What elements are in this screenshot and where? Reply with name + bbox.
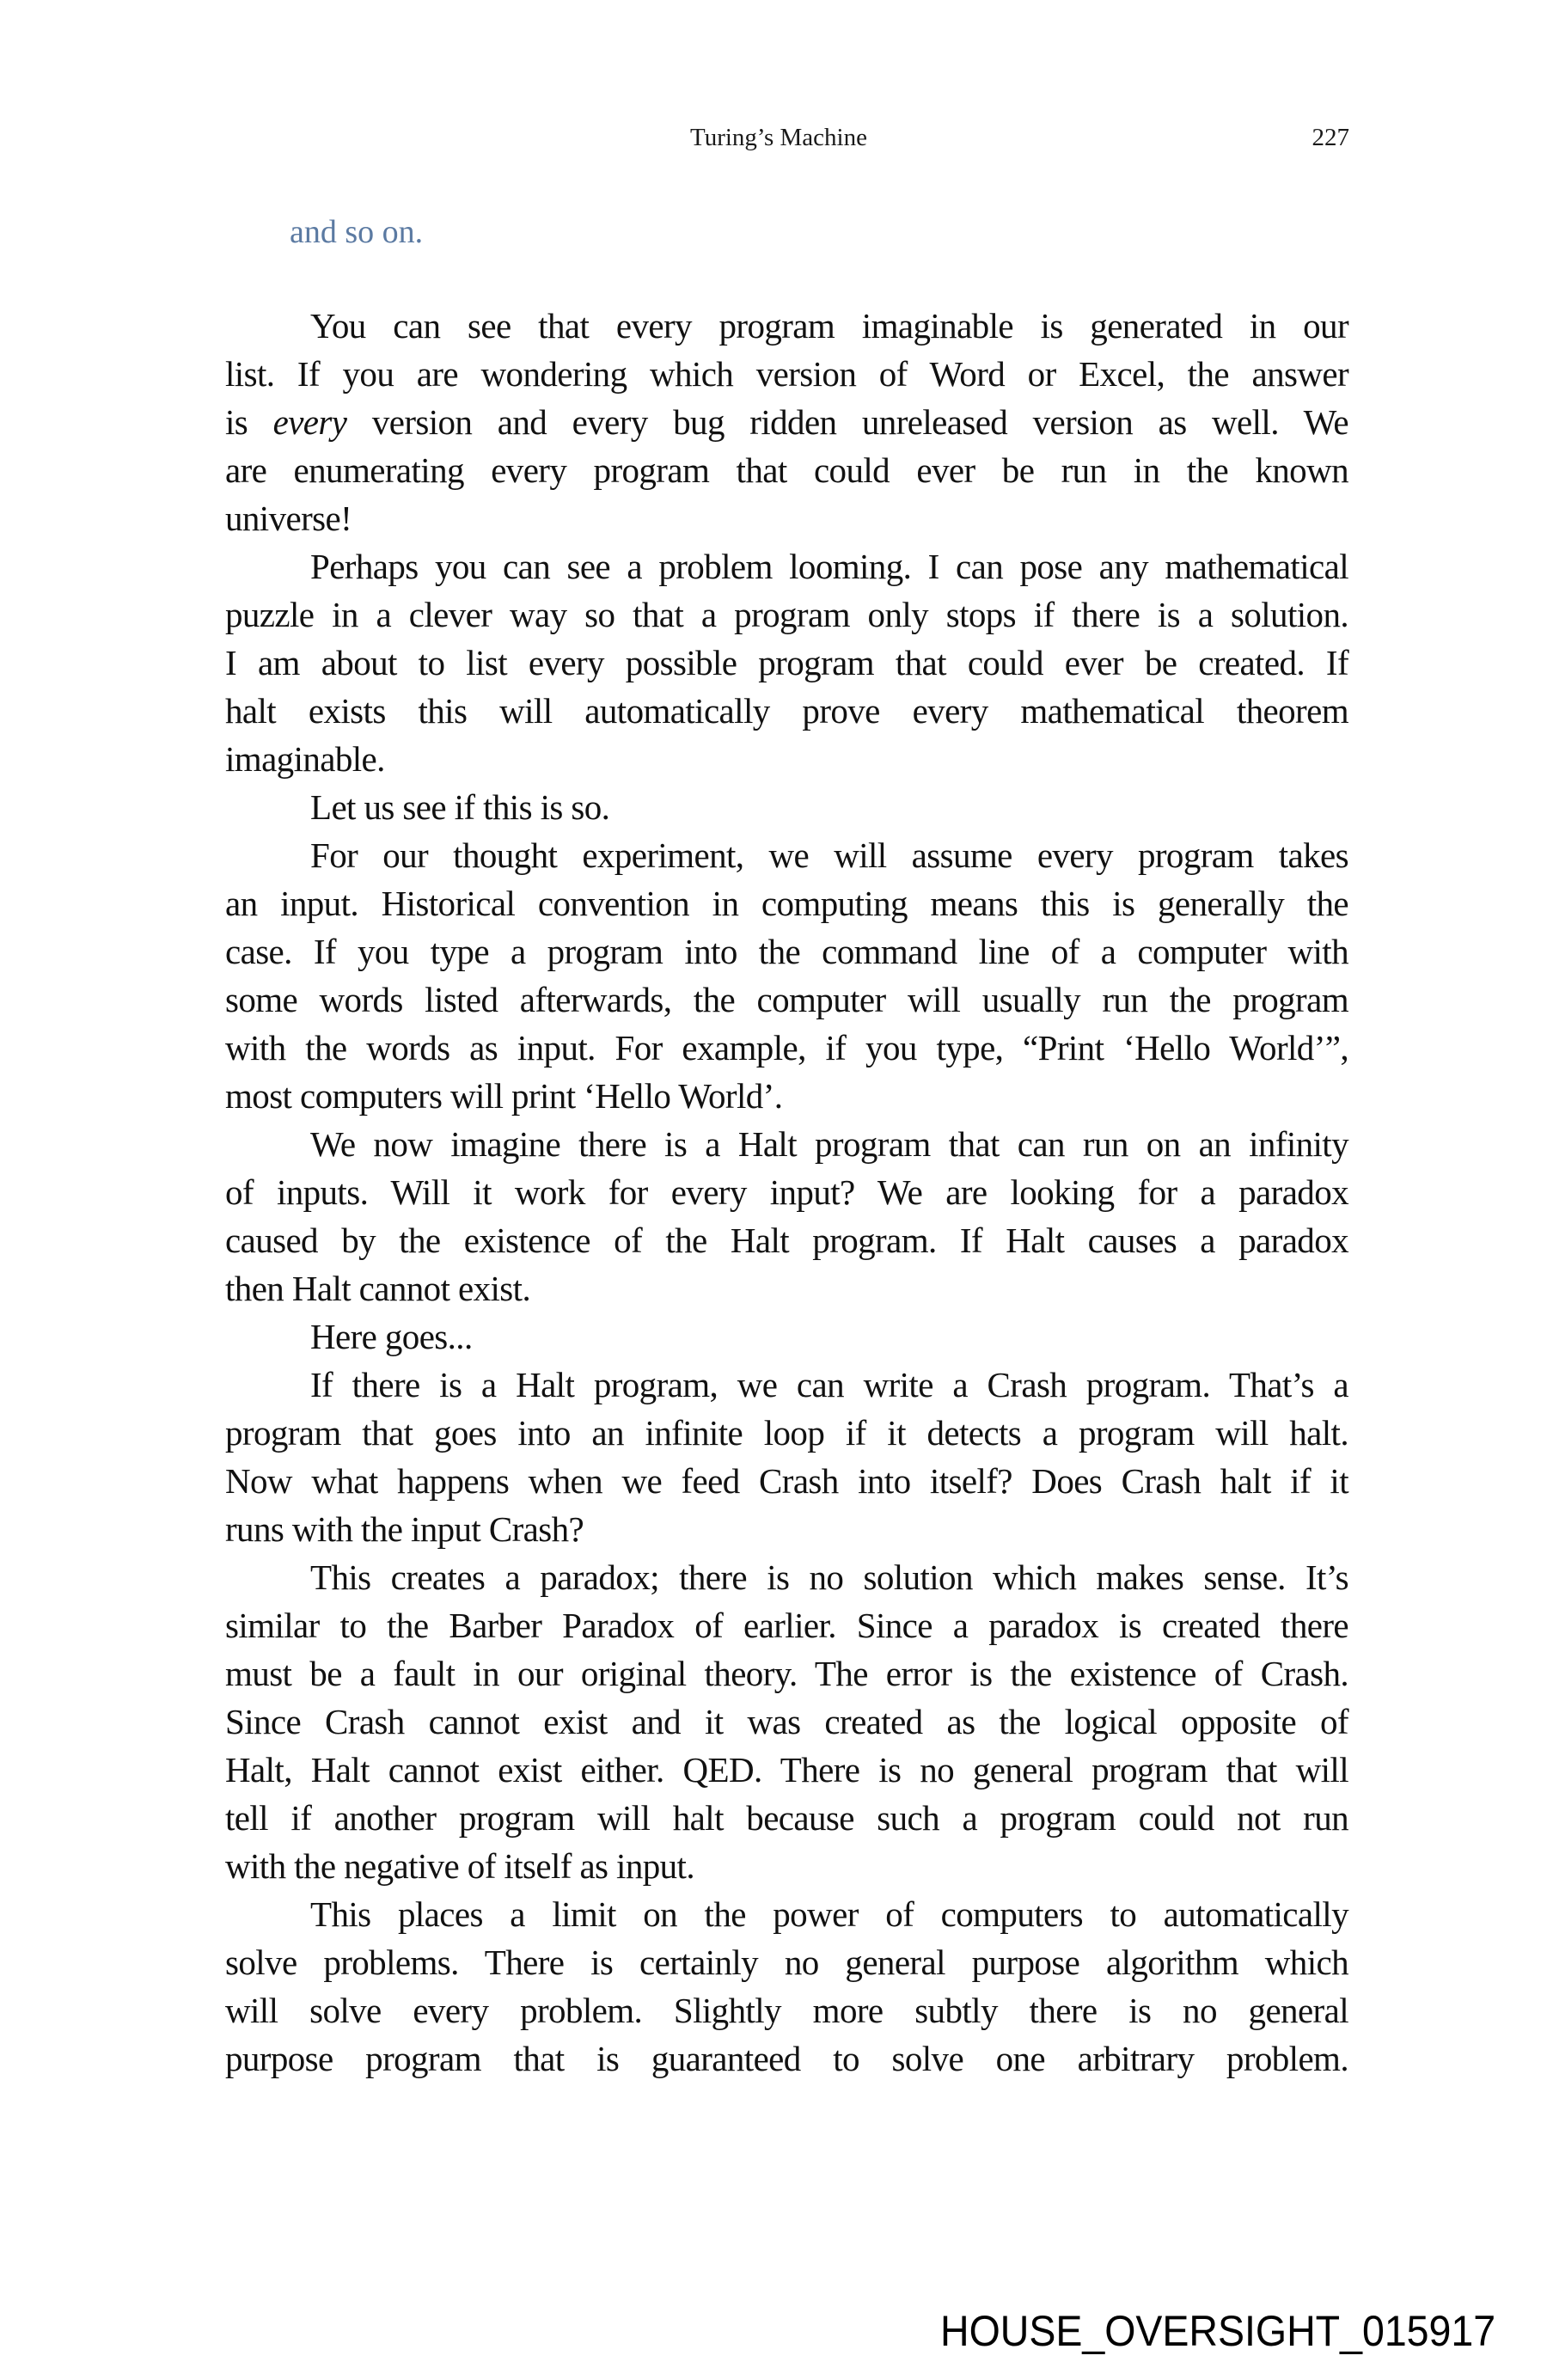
text-line: You can see that every program imaginable is generated in our <box>310 306 1348 346</box>
text-line: is every version and every bug ridden unreleased version as well. We <box>225 402 1348 442</box>
text-line: solve problems. There is certainly no general purpose algorithm which <box>225 1943 1348 1982</box>
text-line: imaginable. <box>225 739 385 779</box>
page-number: 227 <box>1312 124 1349 151</box>
text-line: I am about to list every possible program that could ever be created. If <box>225 643 1348 682</box>
paragraph <box>225 302 1348 542</box>
lead-in-text: and so on. <box>290 214 424 250</box>
text-line: will solve every problem. Slightly more subtly there is no general <box>225 1991 1348 2030</box>
text-line: similar to the Barber Paradox of earlier. Since a paradox is created there <box>225 1606 1348 1645</box>
text-line: with the words as input. For example, if you type, “Print ‘Hello World’”, <box>225 1028 1348 1068</box>
text-line: then Halt cannot exist. <box>225 1269 531 1308</box>
paragraph <box>225 1120 1348 1312</box>
bates-stamp: HOUSE_OVERSIGHT_015917 <box>940 2307 1496 2355</box>
text-line: universe! <box>225 499 352 538</box>
text-line: Halt, Halt cannot exist either. QED. There is no general program that will <box>225 1750 1348 1790</box>
text-line: caused by the existence of the Halt program. If Halt causes a paradox <box>225 1221 1348 1260</box>
text-line: This places a limit on the power of computers to automatically <box>310 1894 1348 1934</box>
paragraph <box>225 1361 1348 1553</box>
text-line: are enumerating every program that could ever be run in the known <box>225 450 1348 490</box>
text-line: case. If you type a program into the command line of a computer with <box>225 932 1348 971</box>
text-line: Since Crash cannot exist and it was created as the logical opposite of <box>225 1702 1348 1741</box>
text-line: We now imagine there is a Halt program that can run on an infinity <box>310 1124 1348 1164</box>
paragraph <box>225 1553 1348 1890</box>
text-line: tell if another program will halt because such a program could not run <box>225 1798 1348 1838</box>
text-line: This creates a paradox; there is no solution which makes sense. It’s <box>310 1557 1348 1597</box>
paragraph <box>225 831 1348 1120</box>
text-line: puzzle in a clever way so that a program only stops if there is a solution. <box>225 595 1348 634</box>
body-text <box>225 302 1348 2083</box>
text-line: Now what happens when we feed Crash into itself? Does Crash halt if it <box>225 1461 1348 1501</box>
paragraph <box>225 542 1348 783</box>
text-line: halt exists this will automatically prove every mathematical theorem <box>225 691 1348 731</box>
text-line: If there is a Halt program, we can write a Crash program. That’s a <box>310 1365 1348 1404</box>
text-line: Here goes... <box>310 1317 473 1356</box>
text-line: with the negative of itself as input. <box>225 1846 694 1886</box>
paragraph <box>225 783 1348 831</box>
text-line: Let us see if this is so. <box>310 787 610 827</box>
paragraph <box>225 1312 1348 1361</box>
text-line: must be a fault in our original theory. The error is the existence of Crash. <box>225 1654 1348 1693</box>
text-line: purpose program that is guaranteed to solve one arbitrary problem. <box>225 2039 1348 2078</box>
text-line: an input. Historical convention in computing means this is generally the <box>225 884 1348 923</box>
text-line: runs with the input Crash? <box>225 1509 584 1549</box>
paragraph <box>225 1890 1348 2083</box>
text-line: list. If you are wondering which version of Word or Excel, the answer <box>225 354 1348 394</box>
text-line: of inputs. Will it work for every input? We are looking for a paradox <box>225 1172 1348 1212</box>
text-line: Perhaps you can see a problem looming. I can pose any mathematical <box>310 547 1348 586</box>
text-line: program that goes into an infinite loop if it detects a program will halt. <box>225 1413 1348 1453</box>
text-line: some words listed afterwards, the computer will usually run the program <box>225 980 1348 1019</box>
text-line: most computers will print ‘Hello World’. <box>225 1076 783 1116</box>
emphasis: every <box>272 402 347 442</box>
running-head-title: Turing’s Machine <box>690 124 867 151</box>
text-line: For our thought experiment, we will assume every program takes <box>310 835 1348 875</box>
